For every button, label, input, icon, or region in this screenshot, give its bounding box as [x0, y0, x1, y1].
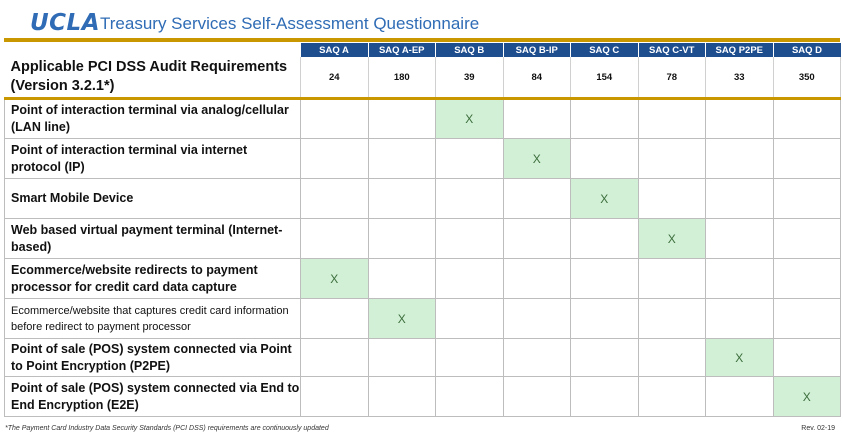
empty-cell: [773, 99, 841, 139]
saq-column-header: SAQ C-VT: [638, 43, 706, 57]
empty-cell: [436, 259, 504, 299]
empty-cell: [301, 179, 369, 219]
empty-cell: [773, 259, 841, 299]
requirement-label: Web based virtual payment terminal (Internet-based): [5, 219, 301, 259]
applicable-mark: X: [706, 339, 774, 377]
requirement-count: 24: [301, 57, 369, 99]
empty-cell: [503, 99, 571, 139]
requirement-label: Point of interaction terminal via analog/cellular (LAN line): [5, 99, 301, 139]
empty-cell: [503, 339, 571, 377]
requirements-title: Applicable PCI DSS Audit Requirements (Version 3.2.1*): [5, 57, 301, 99]
empty-cell: [706, 377, 774, 417]
empty-cell: [368, 259, 436, 299]
empty-cell: [638, 299, 706, 339]
saq-column-header: SAQ A: [301, 43, 369, 57]
requirement-row: [5, 259, 841, 299]
requirement-label: Smart Mobile Device: [5, 179, 301, 219]
footnote: *The Payment Card Industry Data Security Standards (PCI DSS) requirements are continuously updated: [5, 425, 329, 432]
empty-cell: [301, 99, 369, 139]
requirement-count: 78: [638, 57, 706, 99]
saq-header-row: [5, 43, 841, 57]
empty-cell: [638, 377, 706, 417]
empty-cell: [773, 139, 841, 179]
empty-cell: [571, 99, 639, 139]
revision-label: Rev. 02-19: [801, 425, 835, 432]
applicable-mark: X: [368, 299, 436, 339]
requirement-label: Point of sale (POS) system connected via End to End Encryption (E2E): [5, 377, 301, 417]
empty-cell: [773, 299, 841, 339]
requirement-count: 154: [571, 57, 639, 99]
empty-cell: [638, 179, 706, 219]
empty-cell: [301, 339, 369, 377]
empty-cell: [301, 139, 369, 179]
ucla-logo: UCLA: [30, 10, 101, 36]
applicable-mark: X: [638, 219, 706, 259]
empty-cell: [503, 259, 571, 299]
empty-cell: [706, 179, 774, 219]
requirement-count: 180: [368, 57, 436, 99]
empty-cell: [436, 377, 504, 417]
saq-column-header: SAQ B: [436, 43, 504, 57]
empty-cell: [571, 377, 639, 417]
empty-cell: [368, 377, 436, 417]
empty-cell: [638, 339, 706, 377]
requirement-count-row: [5, 57, 841, 99]
requirement-row: [5, 339, 841, 377]
applicable-mark: X: [436, 99, 504, 139]
empty-cell: [638, 139, 706, 179]
empty-cell: [571, 219, 639, 259]
saq-column-header: SAQ P2PE: [706, 43, 774, 57]
empty-cell: [368, 339, 436, 377]
applicable-mark: X: [571, 179, 639, 219]
header-divider: [4, 38, 840, 42]
requirement-label: Point of sale (POS) system connected via Point to Point Encryption (P2PE): [5, 339, 301, 377]
empty-cell: [436, 179, 504, 219]
empty-cell: [773, 219, 841, 259]
requirement-count: 84: [503, 57, 571, 99]
empty-cell: [368, 179, 436, 219]
empty-cell: [301, 299, 369, 339]
empty-cell: [638, 99, 706, 139]
requirement-row: [5, 219, 841, 259]
empty-cell: [436, 219, 504, 259]
empty-cell: [706, 99, 774, 139]
requirement-row: [5, 179, 841, 219]
empty-cell: [436, 299, 504, 339]
applicable-mark: X: [301, 259, 369, 299]
empty-cell: [773, 179, 841, 219]
empty-cell: [638, 259, 706, 299]
saq-requirements-table: [4, 43, 841, 417]
empty-cell: [706, 139, 774, 179]
empty-cell: [503, 179, 571, 219]
empty-cell: [368, 99, 436, 139]
saq-column-header: SAQ C: [571, 43, 639, 57]
requirement-label: Ecommerce/website redirects to payment processor for credit card data capture: [5, 259, 301, 299]
empty-cell: [503, 377, 571, 417]
requirement-row: [5, 99, 841, 139]
header-corner: [5, 43, 301, 57]
requirement-row: [5, 299, 841, 339]
page-header: [4, 0, 840, 38]
empty-cell: [436, 339, 504, 377]
saq-column-header: SAQ B-IP: [503, 43, 571, 57]
empty-cell: [706, 259, 774, 299]
requirement-label: Point of interaction terminal via internet protocol (IP): [5, 139, 301, 179]
requirement-row: [5, 377, 841, 417]
empty-cell: [773, 339, 841, 377]
empty-cell: [706, 219, 774, 259]
empty-cell: [368, 219, 436, 259]
empty-cell: [706, 299, 774, 339]
empty-cell: [571, 259, 639, 299]
empty-cell: [571, 339, 639, 377]
document-title: Treasury Services Self-Assessment Questionnaire: [100, 14, 480, 33]
requirement-count: 39: [436, 57, 504, 99]
applicable-mark: X: [773, 377, 841, 417]
empty-cell: [571, 139, 639, 179]
empty-cell: [368, 139, 436, 179]
empty-cell: [436, 139, 504, 179]
empty-cell: [503, 219, 571, 259]
saq-column-header: SAQ A-EP: [368, 43, 436, 57]
empty-cell: [301, 219, 369, 259]
saq-column-header: SAQ D: [773, 43, 841, 57]
requirement-row: [5, 139, 841, 179]
requirement-label: Ecommerce/website that captures credit card information before redirect to payment processor: [5, 299, 301, 339]
applicable-mark: X: [503, 139, 571, 179]
requirement-count: 33: [706, 57, 774, 99]
requirement-count: 350: [773, 57, 841, 99]
empty-cell: [301, 377, 369, 417]
empty-cell: [503, 299, 571, 339]
empty-cell: [571, 299, 639, 339]
